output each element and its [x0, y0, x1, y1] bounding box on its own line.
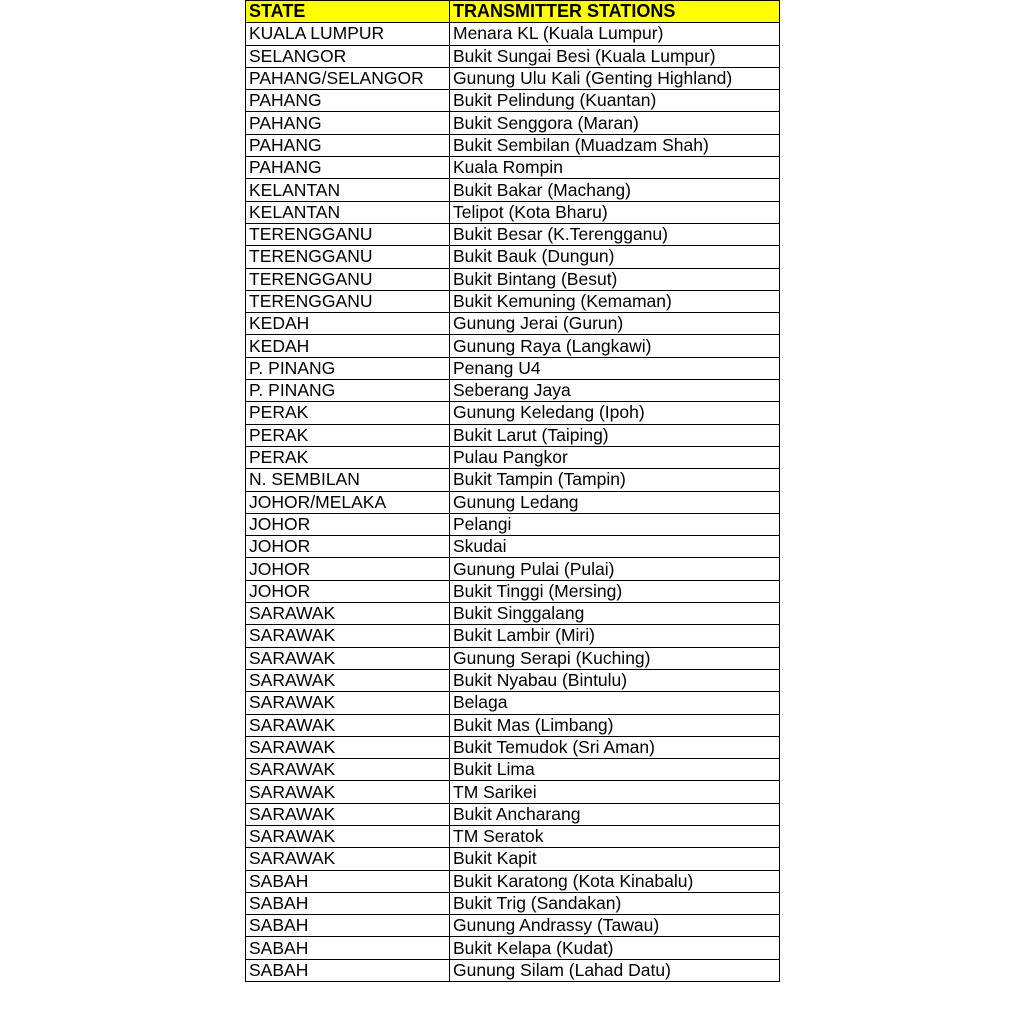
station-cell: Gunung Keledang (Ipoh) [450, 402, 780, 424]
station-cell: Penang U4 [450, 357, 780, 379]
station-cell: Bukit Tampin (Tampin) [450, 469, 780, 491]
table-row [246, 625, 780, 647]
station-cell: Bukit Trig (Sandakan) [450, 892, 780, 914]
table-row [246, 402, 780, 424]
state-cell: PAHANG [246, 157, 450, 179]
table-row [246, 669, 780, 691]
state-cell: SABAH [246, 915, 450, 937]
table-row [246, 134, 780, 156]
station-cell: Belaga [450, 692, 780, 714]
station-cell: Gunung Andrassy (Tawau) [450, 915, 780, 937]
table-row [246, 446, 780, 468]
table-row [246, 67, 780, 89]
state-cell: SABAH [246, 937, 450, 959]
station-cell: Seberang Jaya [450, 380, 780, 402]
station-cell: Menara KL (Kuala Lumpur) [450, 23, 780, 45]
state-cell: KELANTAN [246, 179, 450, 201]
station-cell: Gunung Ledang [450, 491, 780, 513]
state-cell: SARAWAK [246, 692, 450, 714]
state-cell: SARAWAK [246, 625, 450, 647]
state-cell: SARAWAK [246, 603, 450, 625]
table-row [246, 380, 780, 402]
table-row [246, 759, 780, 781]
state-cell: SARAWAK [246, 736, 450, 758]
table-row [246, 781, 780, 803]
state-cell: JOHOR [246, 580, 450, 602]
station-cell: Bukit Bauk (Dungun) [450, 246, 780, 268]
state-cell: SARAWAK [246, 669, 450, 691]
table-row [246, 536, 780, 558]
table-row [246, 491, 780, 513]
station-cell: Bukit Karatong (Kota Kinabalu) [450, 870, 780, 892]
station-cell: Bukit Pelindung (Kuantan) [450, 90, 780, 112]
station-cell: Bukit Lambir (Miri) [450, 625, 780, 647]
state-cell: SARAWAK [246, 825, 450, 847]
table-row [246, 736, 780, 758]
table-row [246, 513, 780, 535]
transmitter-stations-sheet [245, 0, 779, 982]
table-row [246, 848, 780, 870]
table-row [246, 357, 780, 379]
station-cell: Bukit Kelapa (Kudat) [450, 937, 780, 959]
station-cell: Telipot (Kota Bharu) [450, 201, 780, 223]
state-cell: N. SEMBILAN [246, 469, 450, 491]
station-cell: Bukit Singgalang [450, 603, 780, 625]
table-row [246, 647, 780, 669]
table-row [246, 246, 780, 268]
table-row [246, 580, 780, 602]
state-cell: SARAWAK [246, 803, 450, 825]
state-cell: SARAWAK [246, 781, 450, 803]
table-row [246, 112, 780, 134]
state-cell: TERENGGANU [246, 246, 450, 268]
table-row [246, 892, 780, 914]
table-body [246, 23, 780, 982]
state-cell: SELANGOR [246, 45, 450, 67]
state-cell: TERENGGANU [246, 290, 450, 312]
station-cell: Bukit Nyabau (Bintulu) [450, 669, 780, 691]
state-cell: PAHANG/SELANGOR [246, 67, 450, 89]
state-cell: SABAH [246, 870, 450, 892]
station-cell: Bukit Senggora (Maran) [450, 112, 780, 134]
state-cell: PAHANG [246, 134, 450, 156]
table-row [246, 335, 780, 357]
table-row [246, 603, 780, 625]
state-cell: PERAK [246, 402, 450, 424]
station-cell: Bukit Bintang (Besut) [450, 268, 780, 290]
table-row [246, 692, 780, 714]
table-row [246, 157, 780, 179]
station-cell: Bukit Sungai Besi (Kuala Lumpur) [450, 45, 780, 67]
state-cell: PERAK [246, 446, 450, 468]
state-column-header: STATE [246, 1, 450, 23]
table-row [246, 290, 780, 312]
station-cell: Kuala Rompin [450, 157, 780, 179]
station-cell: Gunung Silam (Lahad Datu) [450, 959, 780, 981]
station-cell: Bukit Tinggi (Mersing) [450, 580, 780, 602]
state-cell: PERAK [246, 424, 450, 446]
table-row [246, 45, 780, 67]
station-cell: Bukit Ancharang [450, 803, 780, 825]
station-cell: Bukit Bakar (Machang) [450, 179, 780, 201]
table-row [246, 223, 780, 245]
station-cell: Pelangi [450, 513, 780, 535]
table-row [246, 469, 780, 491]
station-cell: Bukit Lima [450, 759, 780, 781]
station-cell: Gunung Raya (Langkawi) [450, 335, 780, 357]
table-row [246, 915, 780, 937]
station-cell: Bukit Kapit [450, 848, 780, 870]
table-row [246, 90, 780, 112]
state-cell: PAHANG [246, 112, 450, 134]
table-row [246, 825, 780, 847]
transmitter-stations-table [245, 0, 780, 982]
table-row [246, 313, 780, 335]
table-row [246, 803, 780, 825]
table-row [246, 268, 780, 290]
state-cell: JOHOR [246, 513, 450, 535]
table-row [246, 201, 780, 223]
station-cell: TM Sarikei [450, 781, 780, 803]
state-cell: KEDAH [246, 313, 450, 335]
table-row [246, 558, 780, 580]
table-row [246, 23, 780, 45]
station-cell: Skudai [450, 536, 780, 558]
state-cell: SARAWAK [246, 714, 450, 736]
state-cell: KUALA LUMPUR [246, 23, 450, 45]
station-cell: Bukit Larut (Taiping) [450, 424, 780, 446]
station-cell: Bukit Sembilan (Muadzam Shah) [450, 134, 780, 156]
table-row [246, 937, 780, 959]
state-cell: JOHOR/MELAKA [246, 491, 450, 513]
table-header-row [246, 1, 780, 23]
table-row [246, 424, 780, 446]
stations-column-header: TRANSMITTER STATIONS [450, 1, 780, 23]
state-cell: PAHANG [246, 90, 450, 112]
state-cell: SABAH [246, 959, 450, 981]
state-cell: TERENGGANU [246, 268, 450, 290]
state-cell: SARAWAK [246, 848, 450, 870]
station-cell: Gunung Ulu Kali (Genting Highland) [450, 67, 780, 89]
table-row [246, 959, 780, 981]
table-row [246, 179, 780, 201]
state-cell: SARAWAK [246, 647, 450, 669]
station-cell: Bukit Kemuning (Kemaman) [450, 290, 780, 312]
station-cell: Gunung Jerai (Gurun) [450, 313, 780, 335]
state-cell: KEDAH [246, 335, 450, 357]
station-cell: TM Seratok [450, 825, 780, 847]
state-cell: P. PINANG [246, 357, 450, 379]
state-cell: JOHOR [246, 558, 450, 580]
state-cell: KELANTAN [246, 201, 450, 223]
station-cell: Gunung Pulai (Pulai) [450, 558, 780, 580]
state-cell: SABAH [246, 892, 450, 914]
table-row [246, 870, 780, 892]
state-cell: SARAWAK [246, 759, 450, 781]
station-cell: Bukit Besar (K.Terengganu) [450, 223, 780, 245]
station-cell: Bukit Temudok (Sri Aman) [450, 736, 780, 758]
table-row [246, 714, 780, 736]
station-cell: Gunung Serapi (Kuching) [450, 647, 780, 669]
state-cell: JOHOR [246, 536, 450, 558]
state-cell: TERENGGANU [246, 223, 450, 245]
station-cell: Pulau Pangkor [450, 446, 780, 468]
station-cell: Bukit Mas (Limbang) [450, 714, 780, 736]
state-cell: P. PINANG [246, 380, 450, 402]
